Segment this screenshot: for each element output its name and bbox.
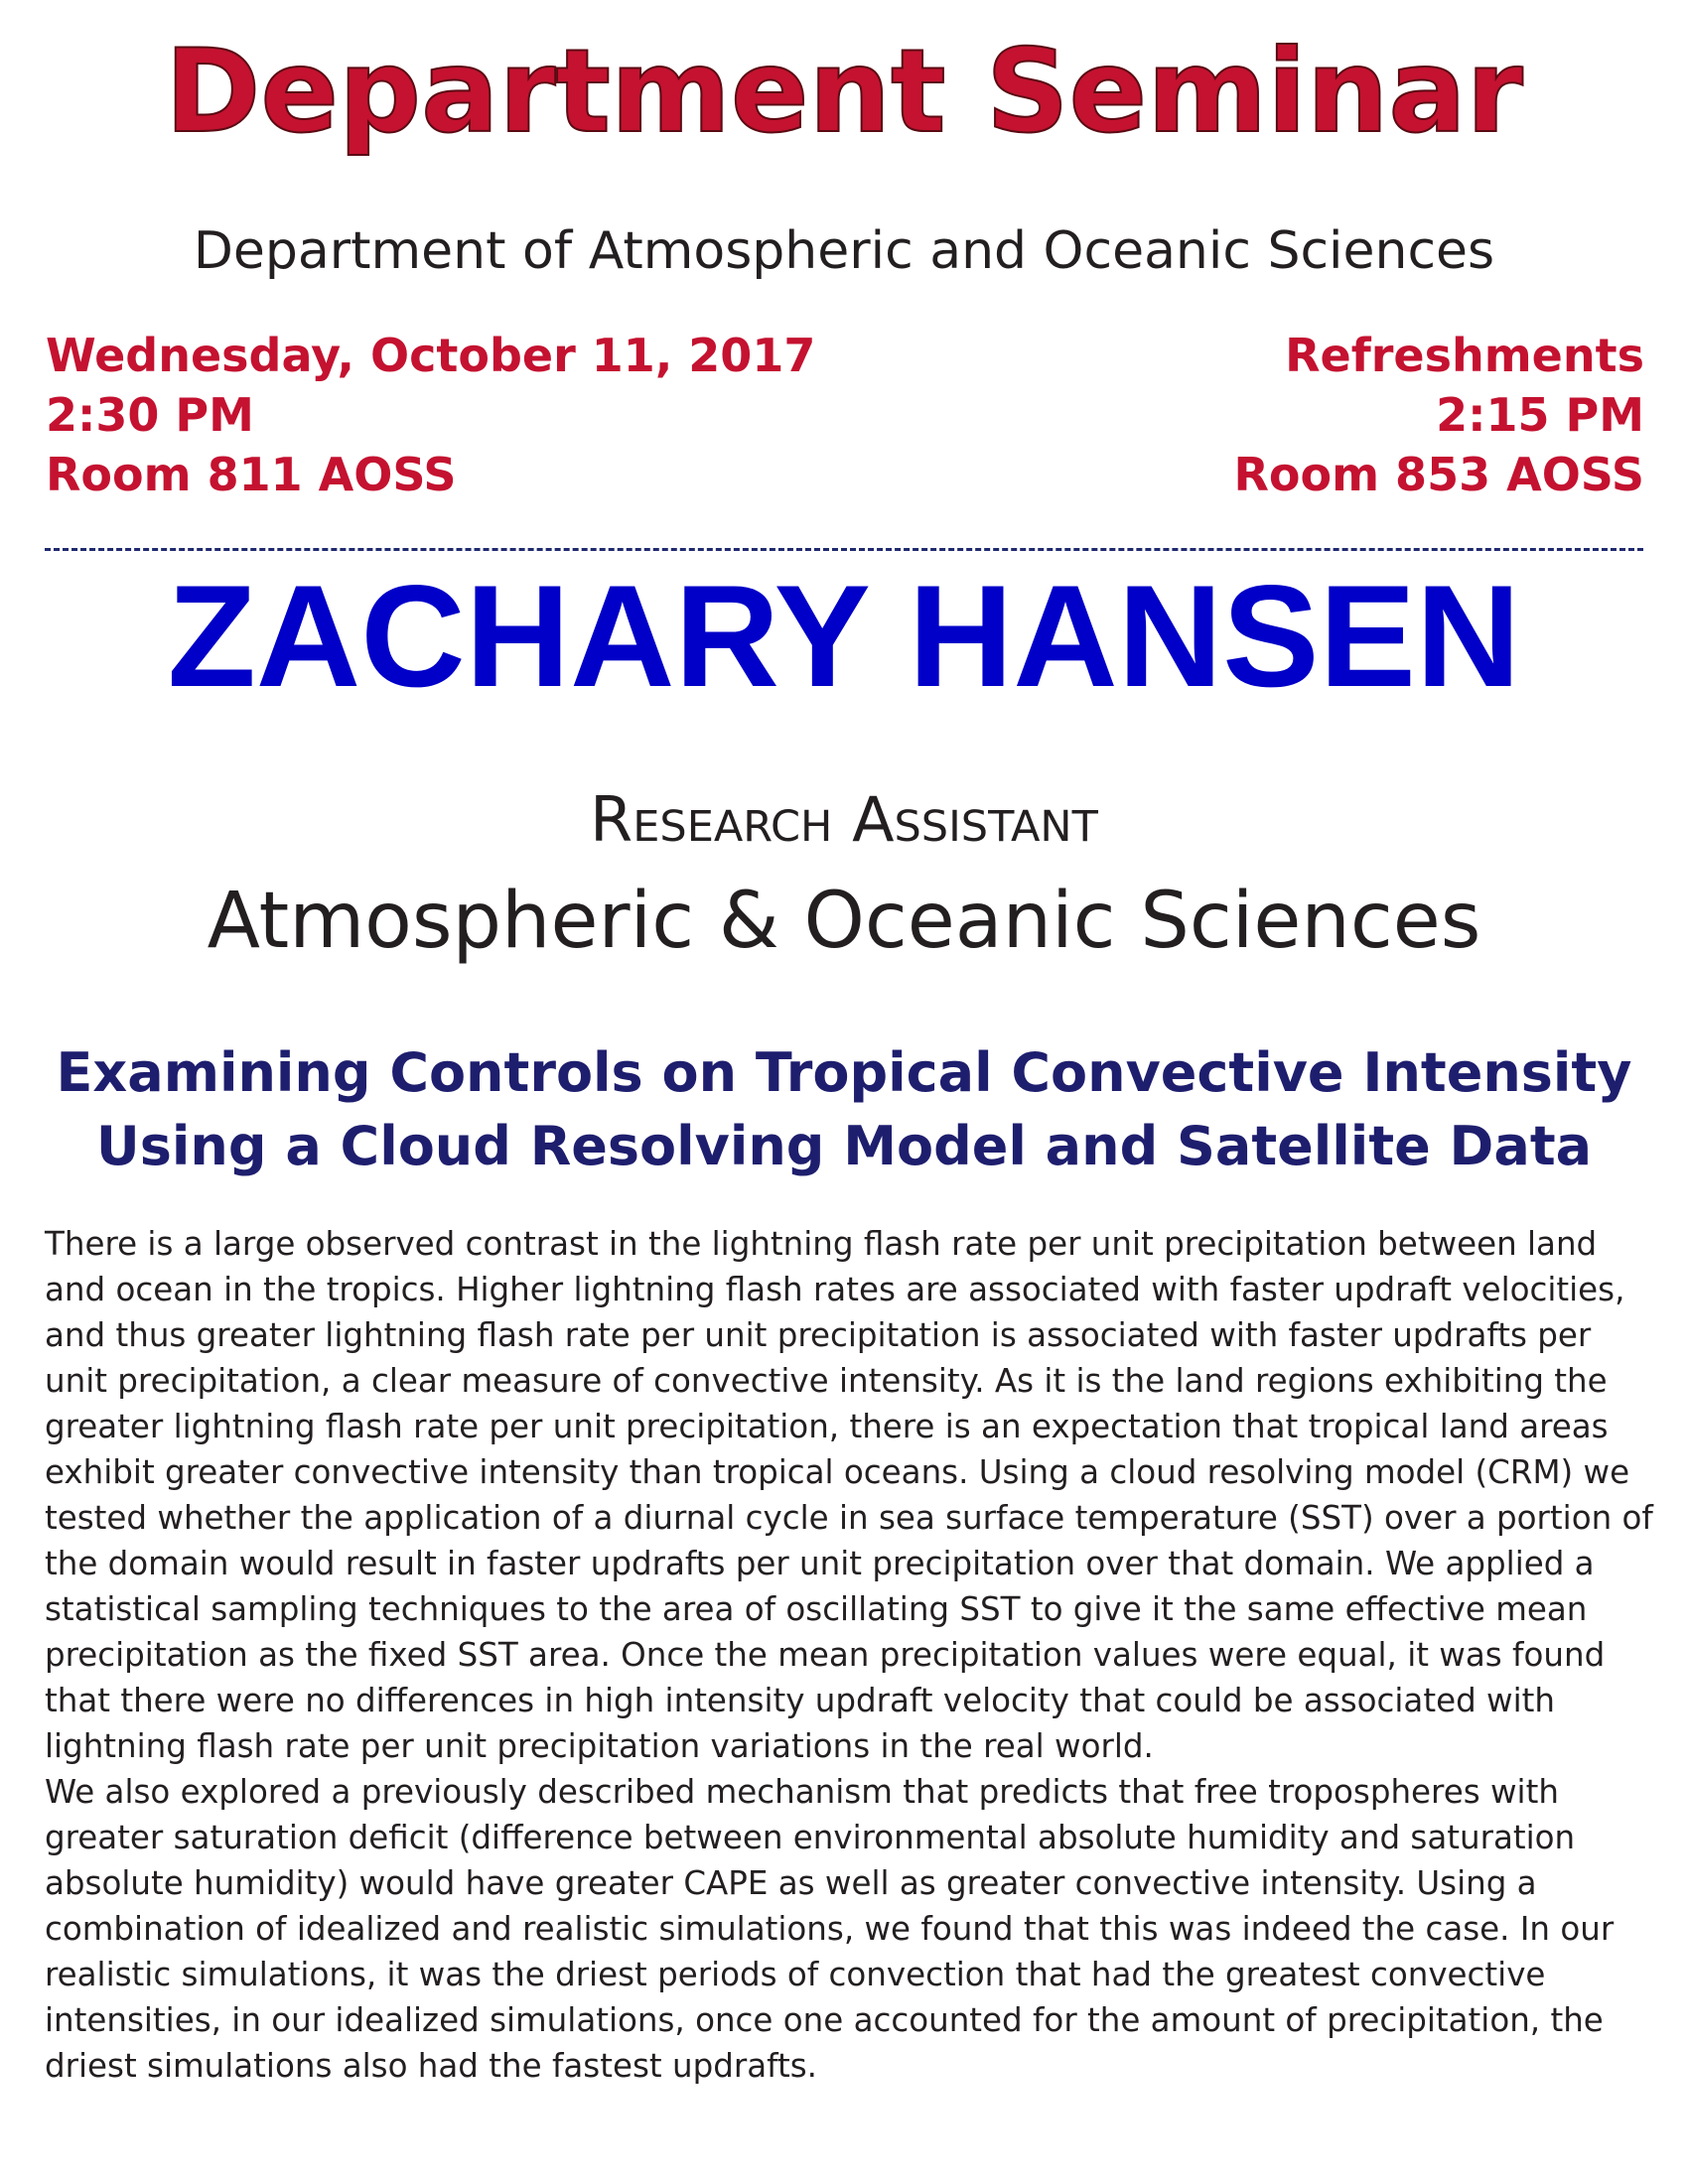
speaker-name: ZACHARY HANSEN — [167, 555, 1521, 717]
speaker-title: Research Assistant — [590, 783, 1098, 856]
talk-title-line-1: Examining Controls on Tropical Convective Intensity — [56, 1041, 1632, 1104]
refreshments-details — [1233, 326, 1644, 504]
abstract — [45, 1221, 1663, 2089]
event-details — [46, 326, 815, 504]
event-room: Room 811 AOSS — [46, 448, 457, 501]
refreshments-time: 2:15 PM — [1436, 388, 1644, 442]
event-date: Wednesday, October 11, 2017 — [46, 329, 816, 382]
talk-title-line-2: Using a Cloud Resolving Model and Satellite Data — [95, 1115, 1593, 1177]
refreshments-label: Refreshments — [1285, 329, 1644, 382]
seminar-heading: Department Seminar — [165, 25, 1523, 159]
refreshments-room: Room 853 AOSS — [1233, 448, 1644, 501]
dashed-divider — [45, 548, 1643, 551]
talk-title — [0, 1036, 1688, 1183]
abstract-paragraph-1: There is a large observed contrast in the lightning flash rate per unit precipitation between land and ocean in the tropics. Higher lightning flash rates are associated with faster updraft velocities, and thus greater lightning flash rate per unit precipitation is associated with faster updrafts per unit precipitation, a clear measure of convective intensity. As it is the land regions exhibiting the greater lightning flash rate per unit precipitation, there is an expectation that tropical land areas exhibit greater convective intensity than tropical oceans. Using a cloud resolving model (CRM) we tested whether the application of a diurnal cycle in sea surface temperature (SST) over a portion of the domain would result in faster updrafts per unit precipitation over that domain. We applied a statistical sampling techniques to the area of oscillating SST to give it the same effective mean precipitation as the fixed SST area. Once the mean precipitation values were equal, it was found that there were no differences in high intensity updraft velocity that could be associated with lightning flash rate per unit precipitation variations in the real world. — [45, 1225, 1653, 1765]
department-name: Department of Atmospheric and Oceanic Sciences — [193, 221, 1495, 281]
speaker-affiliation: Atmospheric & Oceanic Sciences — [207, 877, 1481, 966]
event-time: 2:30 PM — [46, 388, 254, 442]
abstract-paragraph-2: We also explored a previously described mechanism that predicts that free tropospheres with greater saturation deficit (difference between environmental absolute humidity and saturation absolute humidity) would have greater CAPE as well as greater convective intensity. Using a combination of idealized and realistic simulations, we found that this was indeed the case. In our realistic simulations, it was the driest periods of convection that had the greatest convective intensities, in our idealized simulations, once one accounted for the amount of precipitation, the driest simulations also had the fastest updrafts. — [45, 1773, 1615, 2085]
